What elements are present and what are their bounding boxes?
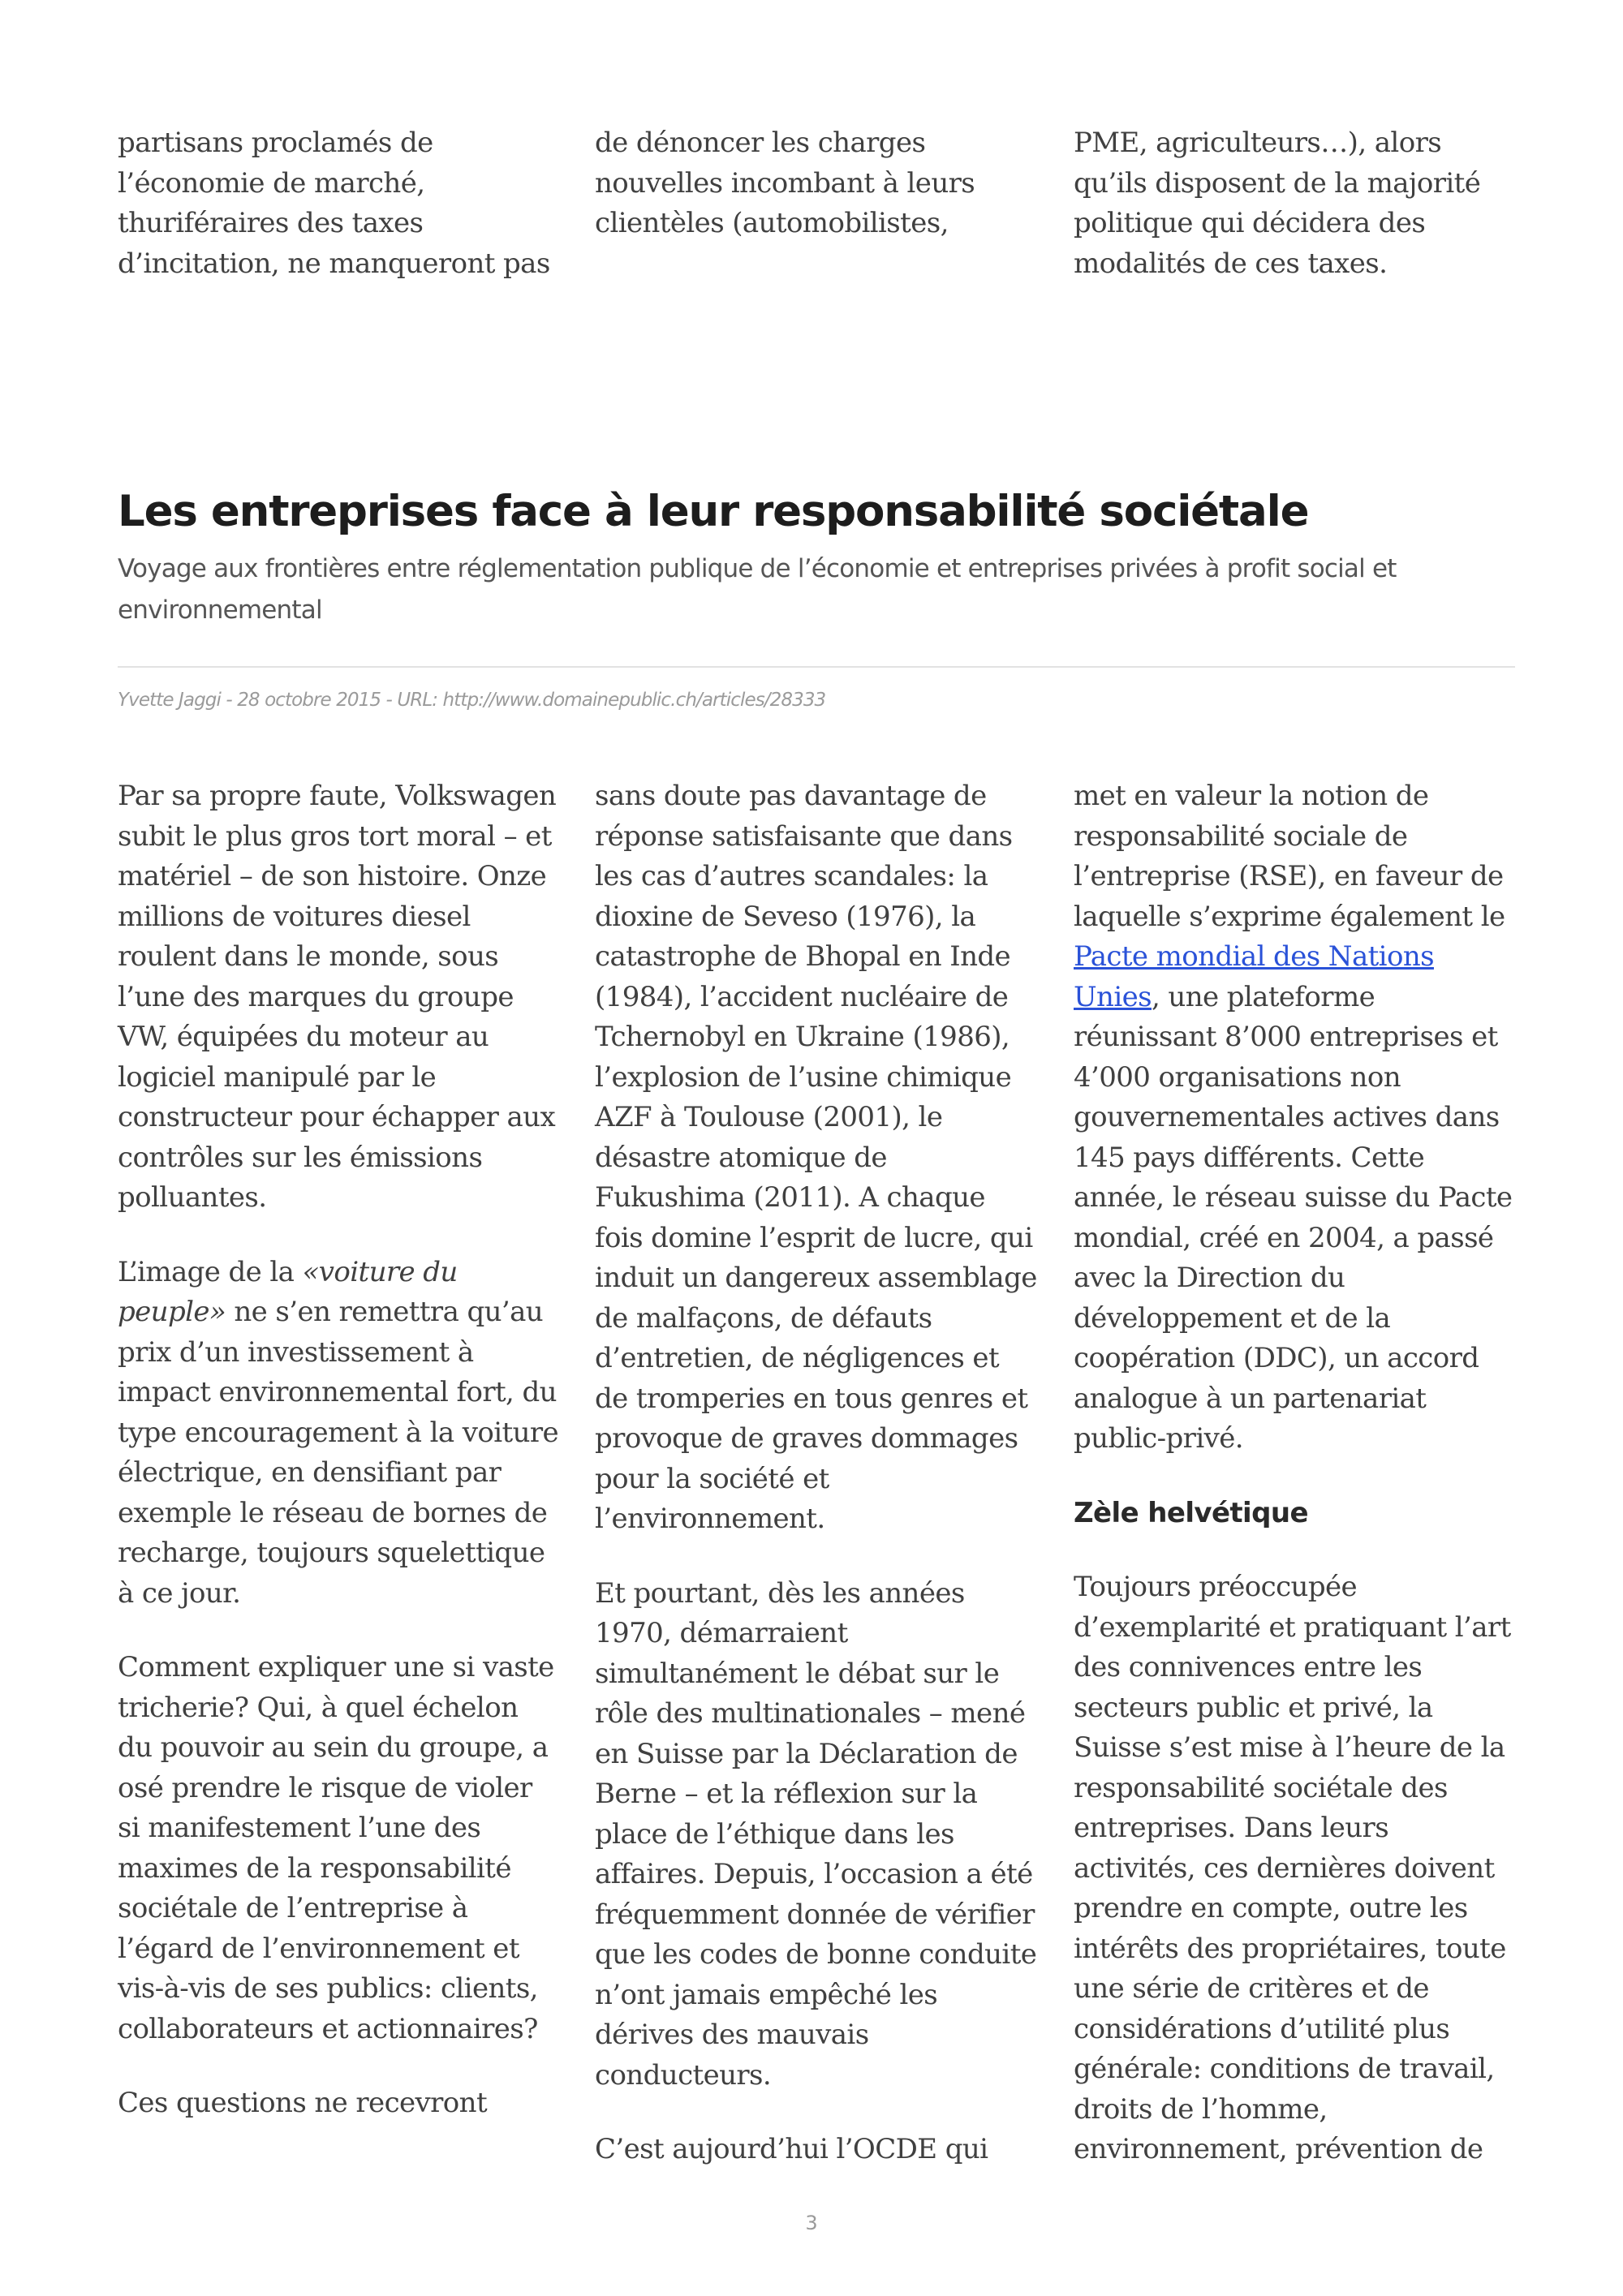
- page-number: 3: [805, 2212, 818, 2234]
- paragraph-text: , une plateforme réunissant 8’000 entreprises et 4’000 organisations non gouvernementales actives dans 145 pays différents. Cette année, le réseau suisse du Pacte mondial, créé en 2004, a passé avec la Direction du développement et de la coopération (DDC), un accord analogue à un partenariat public-privé.: [1074, 980, 1513, 1455]
- article-column-2: [595, 776, 1037, 2204]
- header-divider: [118, 666, 1515, 668]
- continued-text-column-1: [118, 123, 560, 318]
- article-column-1: [118, 776, 560, 2158]
- continued-paragraph: PME, agriculteurs…), alors qu’ils disposent de la majorité politique qui décidera des modalités de ces taxes.: [1074, 127, 1481, 280]
- continued-text-column-2: [595, 123, 1037, 278]
- continued-text-column-3: [1074, 123, 1516, 318]
- paragraph: Ces questions ne recevront: [118, 2087, 488, 2119]
- article-title: Les entreprises face à leur responsabilité sociétale: [118, 487, 1309, 536]
- pacte-mondial-link[interactable]: Pacte mondial des Nations Unies: [1074, 940, 1434, 1013]
- paragraph-text: met en valeur la notion de responsabilité sociale de l’entreprise (RSE), en faveur de laquelle s’exprime également le: [1074, 780, 1505, 933]
- paragraph-text: L’image de la: [118, 1255, 303, 1288]
- paragraph: Et pourtant, dès les années 1970, démarraient simultanément le débat sur le rôle des multinationales – mené en Suisse par la Déclaration de Berne – et la réflexion sur la place de l’éthique dans les affaires. Depuis, l’occasion a été fréquemment donnée de vérifier que les codes de bonne conduite n’ont jamais empêché les dérives des mauvais conducteurs.: [595, 1576, 1037, 2092]
- article-column-3: [1074, 776, 1516, 2204]
- continued-paragraph: de dénoncer les charges nouvelles incombant à leurs clientèles (automobilistes,: [595, 127, 975, 239]
- article-byline: Yvette Jaggi - 28 octobre 2015 - URL: http://www.domainepublic.ch/articles/28333: [118, 690, 826, 711]
- paragraph: sans doute pas davantage de réponse satisfaisante que dans les cas d’autres scandales: la dioxine de Seveso (1976), la catastrophe de Bhopal en Inde (1984), l’accident nucléaire de Tchernobyl en Ukraine (1986), l’explosion de l’usine chimique AZF à Toulouse (2001), le désastre atomique de Fukushima (2011). A chaque fois domine l’esprit de lucre, qui induit un dangereux assemblage de malfaçons, de défauts d’entretien, de négligences et de tromperies en tous genres et provoque de graves dommages pour la société et l’environnement.: [595, 780, 1037, 1535]
- paragraph: Par sa propre faute, Volkswagen subit le plus gros tort moral – et matériel – de son histoire. Onze millions de voitures diesel roulent dans le monde, sous l’une des marques du groupe VW, équipées du moteur au logiciel manipulé par le constructeur pour échapper aux contrôles sur les émissions polluantes.: [118, 780, 557, 1214]
- paragraph: C’est aujourd’hui l’OCDE qui: [595, 2133, 988, 2165]
- paragraph: Toujours préoccupée d’exemplarité et pratiquant l’art des connivences entre les secteurs public et privé, la Suisse s’est mise à l’heure de la responsabilité sociétale des entreprises. Dans leurs activités, ces dernières doivent prendre en compte, outre les intérêts des propriétaires, toute une série de critères et de considérations d’utilité plus générale: conditions de travail, droits de l’homme, environnement, prévention de: [1074, 1571, 1511, 2165]
- quoted-phrase: «voiture du peuple»: [118, 1255, 458, 1328]
- continued-paragraph: partisans proclamés de l’économie de marché, thuriféraires des taxes d’incitation, ne manqueront pas: [118, 127, 550, 280]
- article-subtitle: Voyage aux frontières entre réglementation publique de l’économie et entreprises privées à profit social et environnemental: [118, 554, 1397, 625]
- paragraph: [1074, 776, 1516, 1460]
- section-heading: Zèle helvétique: [1074, 1496, 1308, 1529]
- paragraph: Comment expliquer une si vaste tricherie? Qui, à quel échelon du pouvoir au sein du groupe, a osé prendre le risque de violer si manifestement l’une des maximes de la responsabilité sociétale de l’entreprise à l’égard de l’environnement et vis-à-vis de ses publics: clients, collaborateurs et actionnaires?: [118, 1651, 554, 2045]
- paragraph: [118, 1253, 560, 1615]
- paragraph-text: ne s’en remettra qu’au prix d’un investissement à impact environnemental fort, du type encouragement à la voiture électrique, en densifiant par exemple le réseau de bornes de recharge, toujours squelettique à ce jour.: [118, 1296, 559, 1610]
